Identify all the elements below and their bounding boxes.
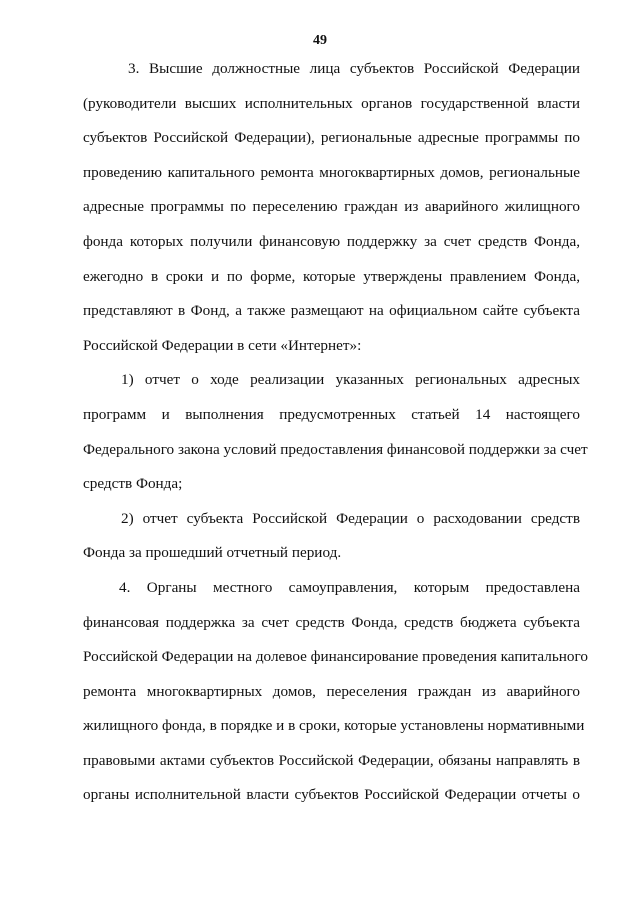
text-line: программ и выполнения предусмотренных статьей 14 настоящего [83, 405, 580, 423]
text-line: ежегодно в сроки и по форме, которые утверждены правлением Фонда, [83, 267, 580, 285]
text-line: Российской Федерации на долевое финансирование проведения капитального [83, 648, 588, 666]
text-line: Российской Федерации в сети «Интернет»: [83, 336, 362, 354]
text-line: субъектов Российской Федерации), региональные адресные программы по [83, 129, 580, 147]
text-line: финансовая поддержка за счет средств Фонда, средств бюджета субъекта [83, 613, 580, 631]
page-number: 49 [313, 33, 327, 48]
text-line: правовыми актами субъектов Российской Федерации, обязаны направлять в [83, 751, 580, 769]
text-line: органы исполнительной власти субъектов Российской Федерации отчеты о [83, 786, 580, 804]
text-line: 2) отчет субъекта Российской Федерации о расходовании средств [121, 509, 580, 527]
text-line: проведению капитального ремонта многоквартирных домов, региональные [83, 163, 580, 181]
text-line: фонда которых получили финансовую поддержку за счет средств Фонда, [83, 232, 580, 250]
text-line: представляют в Фонд, а также размещают на официальном сайте субъекта [83, 302, 580, 320]
text-line: Фонда за прошедший отчетный период. [83, 544, 342, 562]
text-line: адресные программы по переселению граждан из аварийного жилищного [83, 198, 580, 216]
text-line: 3. Высшие должностные лица субъектов Российской Федерации [128, 60, 580, 77]
text-line: 1) отчет о ходе реализации указанных региональных адресных [121, 371, 580, 389]
text-line: средств Фонда; [83, 475, 183, 493]
text-line: Федерального закона условий предоставления финансовой поддержки за счет [83, 440, 588, 458]
text-line: жилищного фонда, в порядке и в сроки, которые установлены нормативными [83, 717, 585, 735]
text-line: ремонта многоквартирных домов, переселения граждан из аварийного [83, 682, 580, 700]
text-line: 4. Органы местного самоуправления, которым предоставлена [119, 578, 580, 596]
text-line: (руководители высших исполнительных органов государственной власти [83, 94, 580, 112]
document-body [83, 52, 588, 813]
